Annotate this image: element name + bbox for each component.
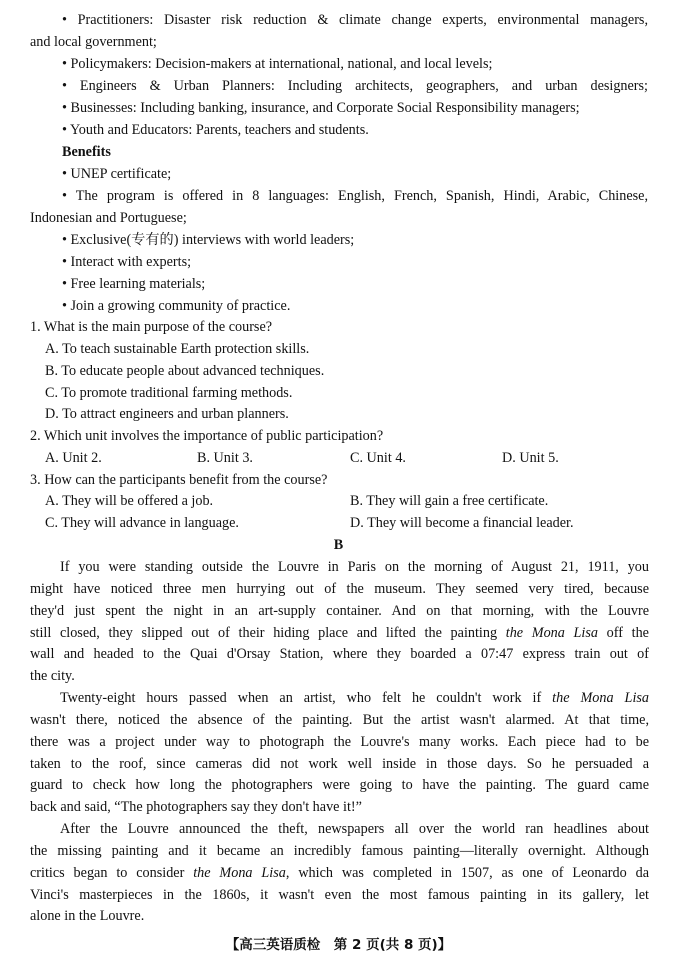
benefit-community: • Join a growing community of practice. — [62, 298, 291, 314]
question-3-option-a: A. They will be offered a job. — [45, 493, 214, 509]
question-1-option-a: A. To teach sustainable Earth protection skills. — [45, 341, 310, 357]
page-footer: 【高三英语质检 第 2 页(共 8 页)】 — [225, 937, 452, 953]
para1-line4-title: the Mona Lisa — [505, 625, 598, 641]
benefits-heading: Benefits — [62, 144, 111, 160]
audience-practitioners-line1: • Practitioners: Disaster risk reduction & climate change experts, environmental managers, — [62, 12, 648, 28]
audience-engineers: • Engineers & Urban Planners: Including architects, geographers, and urban designers; — [62, 78, 648, 94]
para3-line4: Vinci's masterpieces in the 1860s, it wasn't even the most famous painting in its gallery, let — [30, 887, 649, 903]
benefit-interviews: • Exclusive(专有的) interviews with world leaders; — [62, 232, 355, 248]
para1-line5: wall and headed to the Quai d'Orsay Station, where they boarded a 07:47 express train out of — [30, 646, 649, 662]
benefit-certificate: • UNEP certificate; — [62, 166, 172, 182]
para2-line1 — [60, 689, 649, 707]
para1-line4 — [30, 624, 649, 642]
para2-line3: there was a project under way to photograph the Louvre's many works. Each piece had to be — [30, 734, 649, 750]
para1-line1: If you were standing outside the Louvre in Paris on the morning of August 21, 1911, you — [60, 559, 649, 575]
question-1-option-b: B. To educate people about advanced techniques. — [45, 363, 325, 379]
question-1-option-c: C. To promote traditional farming methods. — [45, 385, 293, 401]
para2-line2: wasn't there, noticed the absence of the painting. But the artist wasn't alarmed. At that time, — [30, 712, 649, 728]
para1-line4-post: off the — [598, 625, 649, 641]
audience-businesses: • Businesses: Including banking, insurance, and Corporate Social Responsibility managers; — [62, 100, 580, 116]
para3-line3-pre: critics began to consider — [30, 865, 194, 881]
question-2-option-b: B. Unit 3. — [197, 450, 253, 466]
para2-line1-pre: Twenty-eight hours passed when an artist, who felt he couldn't work if — [60, 690, 553, 706]
para3-line3 — [30, 864, 649, 882]
para2-line1-title: the Mona Lisa — [552, 690, 649, 706]
para3-line3-title: the Mona Lisa — [193, 865, 286, 881]
benefit-experts: • Interact with experts; — [62, 254, 192, 270]
question-3: 3. How can the participants benefit from the course? — [30, 472, 328, 488]
para3-line5: alone in the Louvre. — [30, 908, 145, 924]
para3-line2: the missing painting and it became an incredibly famous painting—literally overnight. Although — [30, 843, 649, 859]
para2-line4: taken to the roof, since cameras did not work well inside in those days. So he persuaded a — [30, 756, 649, 772]
benefit-languages-line1: • The program is offered in 8 languages: English, French, Spanish, Hindi, Arabic, Chinese, — [62, 188, 648, 204]
question-2-option-c: C. Unit 4. — [350, 450, 406, 466]
benefit-languages-line2: Indonesian and Portuguese; — [30, 210, 187, 226]
audience-youth: • Youth and Educators: Parents, teachers and students. — [62, 122, 369, 138]
question-2-option-d: D. Unit 5. — [502, 450, 559, 466]
para1-line4-pre: still closed, they slipped out of their hiding place and lifted the painting — [30, 625, 506, 641]
para2-line5: guard to check how long the photographers were going to have the painting. The guard came — [30, 777, 649, 793]
para1-line2: might have noticed three men hurrying out of the museum. They seemed very tired, because — [30, 581, 649, 597]
question-3-option-d: D. They will become a financial leader. — [350, 515, 574, 531]
question-2-option-a: A. Unit 2. — [45, 450, 102, 466]
question-3-option-b: B. They will gain a free certificate. — [350, 493, 549, 509]
question-1: 1. What is the main purpose of the course? — [30, 319, 273, 335]
para2-line6: back and said, “The photographers say they don't have it!” — [30, 799, 362, 815]
section-b-heading: B — [333, 537, 344, 553]
para3-line1: After the Louvre announced the theft, newspapers all over the world ran headlines about — [60, 821, 649, 837]
benefit-materials: • Free learning materials; — [62, 276, 206, 292]
question-3-option-c: C. They will advance in language. — [45, 515, 239, 531]
para1-line6: the city. — [30, 668, 75, 684]
question-2: 2. Which unit involves the importance of public participation? — [30, 428, 384, 444]
para1-line3: they'd just spent the night in an art-supply container. And on that morning, with the Louvre — [30, 603, 649, 619]
audience-practitioners-line2: and local government; — [30, 34, 157, 50]
audience-policymakers: • Policymakers: Decision-makers at international, national, and local levels; — [62, 56, 493, 72]
para3-line3-post: , which was completed in 1507, as one of Leonardo da — [285, 865, 649, 881]
question-1-option-d: D. To attract engineers and urban planners. — [45, 406, 289, 422]
